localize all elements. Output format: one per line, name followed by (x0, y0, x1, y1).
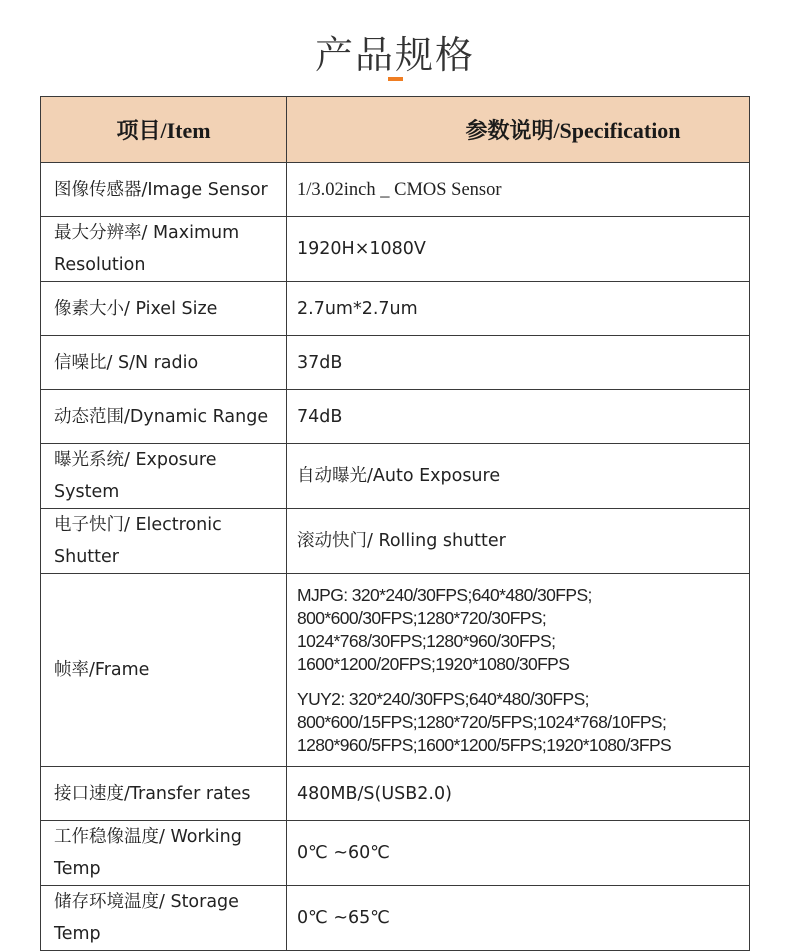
row-label: 动态范围/Dynamic Range (41, 390, 287, 444)
table-row (41, 390, 750, 444)
row-label: 工作稳像温度/ Working Temp (41, 821, 287, 886)
row-label: 信噪比/ S/N radio (41, 336, 287, 390)
table-row (41, 821, 750, 886)
row-value: 74dB (287, 390, 750, 444)
title-accent-bar (388, 77, 403, 81)
header-item: 项目/Item (41, 97, 287, 163)
table-row (41, 163, 750, 217)
table-row (41, 336, 750, 390)
row-label: 像素大小/ Pixel Size (41, 282, 287, 336)
spec-table (40, 96, 750, 951)
row-value: 1920H×1080V (287, 217, 750, 282)
frame-rate-values (287, 574, 750, 767)
table-row (41, 444, 750, 509)
row-value: 滚动快门/ Rolling shutter (287, 509, 750, 574)
table-row (41, 282, 750, 336)
row-value: 0℃ ~60℃ (287, 821, 750, 886)
row-value: 37dB (287, 336, 750, 390)
row-value: 1/3.02inch _ CMOS Sensor (287, 163, 750, 217)
row-label: 接口速度/Transfer rates (41, 767, 287, 821)
table-row (41, 886, 750, 951)
row-value: 480MB/S(USB2.0) (287, 767, 750, 821)
table-header-row (41, 97, 750, 163)
row-value: 2.7um*2.7um (287, 282, 750, 336)
row-label: 曝光系统/ Exposure System (41, 444, 287, 509)
row-label: 储存环境温度/ Storage Temp (41, 886, 287, 951)
table-row (41, 509, 750, 574)
row-label: 图像传感器/Image Sensor (41, 163, 287, 217)
row-value: 0℃ ~65℃ (287, 886, 750, 951)
header-spec: 参数说明/Specification (287, 97, 750, 163)
table-row (41, 217, 750, 282)
yuy2-rates: YUY2: 320*240/30FPS;640*480/30FPS; 800*600/15FPS;1280*720/5FPS;1024*768/10FPS; 1280*960/5FPS;1600*1200/5FPS;1920*1080/3FPS (297, 688, 672, 755)
row-value: 自动曝光/Auto Exposure (287, 444, 750, 509)
mjpg-rates: MJPG: 320*240/30FPS;640*480/30FPS; 800*600/30FPS;1280*720/30FPS; 1024*768/30FPS;1280*960/30FPS; 1600*1200/20FPS;1920*1080/30FPS (297, 584, 592, 674)
row-label: 帧率/Frame (41, 574, 287, 767)
row-label: 最大分辨率/ Maximum Resolution (41, 217, 287, 282)
table-row-frame (41, 574, 750, 767)
page-title: 产品规格 (314, 33, 475, 77)
row-label: 电子快门/ Electronic Shutter (41, 509, 287, 574)
table-row (41, 767, 750, 821)
